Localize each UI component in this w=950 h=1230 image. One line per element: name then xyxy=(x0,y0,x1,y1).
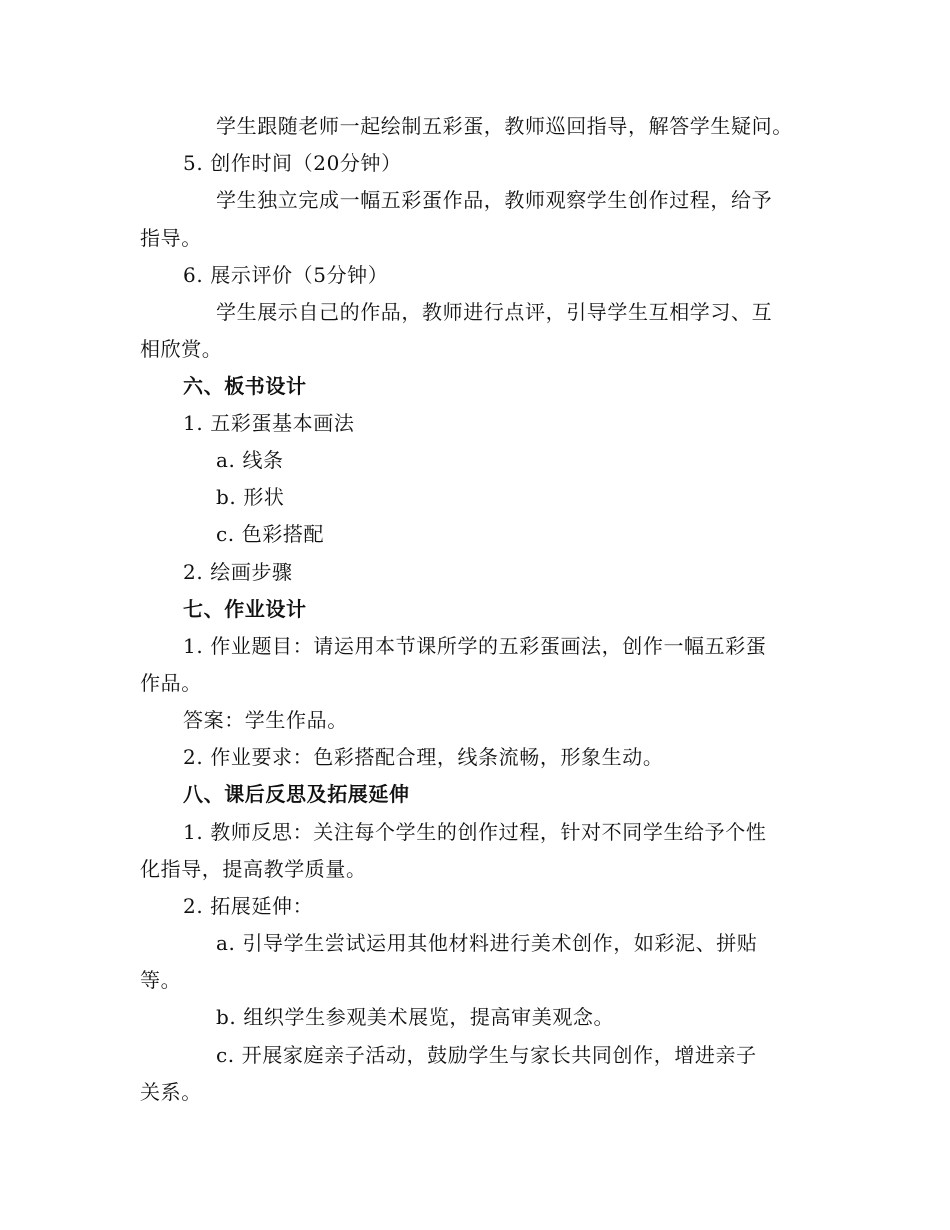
text-line: 指导。 xyxy=(140,226,202,250)
text-line: 学生独立完成一幅五彩蛋作品，教师观察学生创作过程，给予 xyxy=(216,188,773,212)
list-item: 1. 作业题目：请运用本节课所学的五彩蛋画法，创作一幅五彩蛋 xyxy=(183,634,767,658)
section-heading: 七、作业设计 xyxy=(183,597,307,621)
text-line: 关系。 xyxy=(140,1080,202,1104)
list-item: 6. 展示评价（5分钟） xyxy=(183,263,389,287)
sub-list-item: b. 形状 xyxy=(216,485,285,509)
sub-list-item: c. 色彩搭配 xyxy=(216,522,325,546)
sub-list-item: c. 开展家庭亲子活动，鼓励学生与家长共同创作，增进亲子 xyxy=(216,1043,757,1067)
list-item: 2. 拓展延伸： xyxy=(183,894,314,918)
list-item: 1. 五彩蛋基本画法 xyxy=(183,411,355,435)
section-heading: 六、板书设计 xyxy=(183,374,307,398)
sub-list-item: a. 线条 xyxy=(216,448,284,472)
list-item: 2. 绘画步骤 xyxy=(183,560,293,584)
text-line: 作品。 xyxy=(140,671,202,695)
text-line: 学生展示自己的作品，教师进行点评，引导学生互相学习、互 xyxy=(216,300,773,324)
section-heading: 八、课后反思及拓展延伸 xyxy=(183,782,410,806)
list-item: 5. 创作时间（20分钟） xyxy=(183,151,402,175)
sub-list-item: a. 引导学生尝试运用其他材料进行美术创作，如彩泥、拼贴 xyxy=(216,931,758,955)
text-line: 等。 xyxy=(140,968,182,992)
sub-list-item: b. 组织学生参观美术展览，提高审美观念。 xyxy=(216,1005,615,1029)
list-item: 2. 作业要求：色彩搭配合理，线条流畅，形象生动。 xyxy=(183,745,664,769)
text-line: 学生跟随老师一起绘制五彩蛋，教师巡回指导，解答学生疑问。 xyxy=(216,114,793,138)
text-line: 答案：学生作品。 xyxy=(183,708,348,732)
list-item: 1. 教师反思：关注每个学生的创作过程，针对不同学生给予个性 xyxy=(183,820,767,844)
text-line: 化指导，提高教学质量。 xyxy=(140,857,367,881)
text-line: 相欣赏。 xyxy=(140,337,223,361)
